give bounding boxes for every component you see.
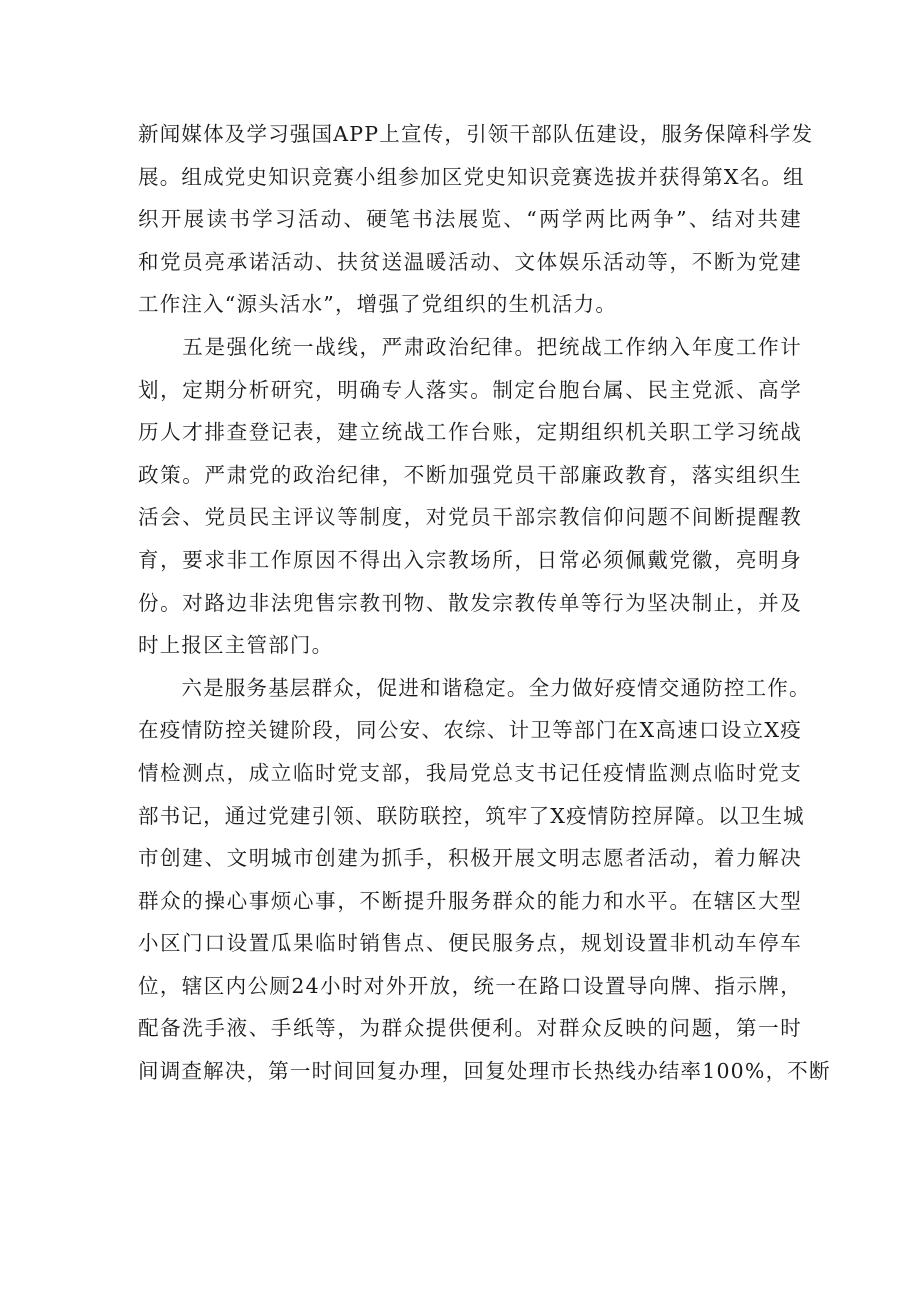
- text-line: 新闻媒体及学习强国APP上宣传，引领干部队伍建设，服务保障科学发: [138, 122, 814, 146]
- text-line: 织开展读书学习活动、硬笔书法展览、“两学两比两争”、结对共建: [138, 207, 802, 232]
- text-line: 市创建、文明城市创建为抓手，积极开展文明志愿者活动，着力解决: [138, 846, 802, 871]
- text-line: 政策。严肃党的政治纪律，不断加强党员干部廉政教育，落实组织生: [138, 462, 802, 487]
- text-line: 五是强化统一战线，严肃政治纪律。把统战工作纳入年度工作计: [138, 334, 802, 359]
- text-line: 小区门口设置瓜果临时销售点、便民服务点，规划设置非机动车停车: [138, 931, 802, 956]
- text-line: 情检测点，成立临时党支部，我局党总支书记任疫情监测点临时党支: [138, 760, 802, 785]
- text-line: 和党员亮承诺活动、扶贫送温暖活动、文体娱乐活动等，不断为党建: [138, 249, 802, 274]
- text-line: 展。组成党史知识竞赛小组参加区党史知识竞赛选拔并获得第X名。组: [138, 164, 805, 189]
- text-line: 部书记，通过党建引领、联防联控，筑牢了X疫情防控屏障。以卫生城: [138, 803, 805, 828]
- text-line: 位，辖区内公厕24小时对外开放，统一在路口设置导向牌、指示牌，: [138, 973, 802, 998]
- text-line: 六是服务基层群众，促进和谐稳定。全力做好疫情交通防控工作。: [138, 675, 811, 700]
- text-line: 配备洗手液、手纸等，为群众提供便利。对群众反映的问题，第一时: [138, 1016, 802, 1041]
- body-text: [138, 113, 831, 1093]
- text-line: 在疫情防控关键阶段，同公安、农综、计卫等部门在X高速口设立X疫: [138, 718, 802, 743]
- text-line: 间调查解决，第一时间回复办理，回复处理市长热线办结率100%，不断: [138, 1059, 831, 1084]
- text-line: 份。对路边非法兜售宗教刊物、散发宗教传单等行为坚决制止，并及: [138, 590, 802, 615]
- paragraph: [138, 326, 802, 667]
- text-line: 工作注入“源头活水”，增强了党组织的生机活力。: [138, 292, 618, 317]
- paragraph: [138, 113, 814, 326]
- text-line: 划，定期分析研究，明确专人落实。制定台胞台属、民主党派、高学: [138, 377, 802, 402]
- paragraph: [138, 667, 831, 1093]
- text-line: 历人才排查登记表，建立统战工作台账，定期组织机关职工学习统战: [138, 420, 802, 445]
- text-line: 群众的操心事烦心事，不断提升服务群众的能力和水平。在辖区大型: [138, 888, 802, 913]
- text-line: 育，要求非工作原因不得出入宗教场所，日常必须佩戴党徽，亮明身: [138, 547, 802, 572]
- text-line: 时上报区主管部门。: [138, 633, 334, 658]
- text-line: 活会、党员民主评议等制度，对党员干部宗教信仰问题不间断提醒教: [138, 505, 802, 530]
